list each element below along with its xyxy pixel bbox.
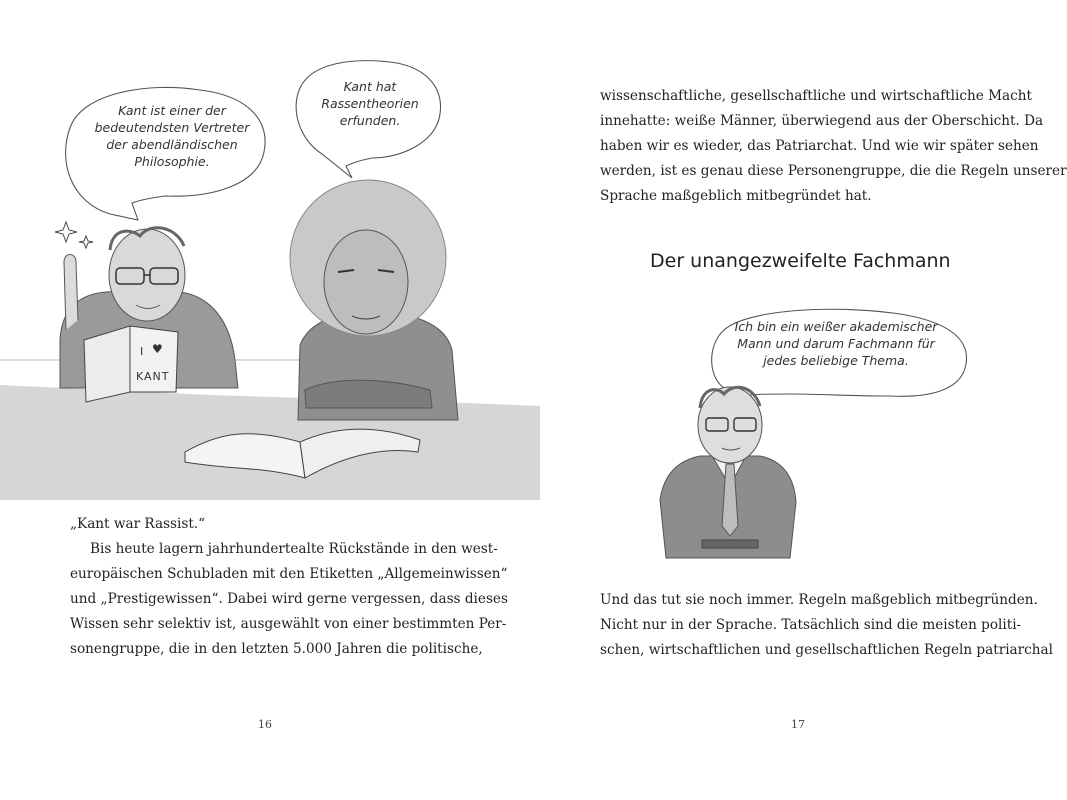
book-cover-letter: I: [140, 345, 144, 358]
text-line: europäischen Schubladen mit den Etiketten „Allgemeinwissen“: [70, 566, 508, 582]
text-line: Bis heute lagern jahrhundertealte Rückstände in den west-: [90, 541, 498, 557]
left-body-text: [70, 512, 508, 662]
sparkle-icon: [55, 222, 93, 248]
section-heading: Der unangezweifelte Fachmann: [650, 250, 951, 272]
right-page: [500, 0, 1067, 800]
text-line: innehatte: weiße Männer, überwiegend aus der Oberschicht. Da: [600, 113, 1044, 129]
right-bottom-text: [600, 588, 1053, 663]
bubble-line: Mann und darum Fachmann für: [737, 336, 935, 351]
page-number: 16: [258, 718, 272, 731]
bubble-line: bedeutendsten Vertreter: [94, 120, 250, 135]
text-line: Nicht nur in der Sprache. Tatsächlich sind die meisten politi-: [600, 617, 1022, 633]
left-page: [0, 0, 508, 800]
bubble-line: Ich bin ein weißer akademischer: [734, 319, 938, 334]
page-number: 17: [791, 718, 805, 731]
text-line: schen, wirtschaftlichen und gesellschaftlichen Regeln patriarchal: [600, 642, 1053, 658]
book-cover-title: KANT: [136, 370, 170, 383]
speech-bubble-left-text: [92, 102, 252, 170]
expert-figure: [660, 387, 796, 558]
text-line: sonengruppe, die in den letzten 5.000 Jahren die politische,: [70, 641, 483, 657]
bubble-line: der abendländischen: [106, 137, 238, 152]
text-line: wissenschaftliche, gesellschaftliche und wirtschaftliche Macht: [600, 88, 1032, 104]
bubble-line: Rassentheorien: [321, 96, 419, 111]
quote-line: „Kant war Rassist.“: [70, 516, 206, 532]
bubble-line: erfunden.: [339, 113, 401, 128]
text-line: haben wir es wieder, das Patriarchat. Und wie wir später sehen: [600, 138, 1039, 154]
heart-icon: ♥: [152, 342, 163, 356]
kant-debate-illustration: [0, 0, 500, 500]
text-line: Und das tut sie noch immer. Regeln maßgeblich mitbegründen.: [600, 592, 1038, 608]
bubble-line: Kant hat: [343, 79, 397, 94]
speech-bubble-right-text: [308, 78, 432, 129]
bubble-line: Philosophie.: [134, 154, 210, 169]
bubble-line: jedes beliebige Thema.: [763, 353, 909, 368]
text-line: und „Prestigewissen“. Dabei wird gerne vergessen, dass dieses: [70, 591, 508, 607]
woman-figure: [290, 180, 458, 420]
text-line: Wissen sehr selektiv ist, ausgewählt von einer bestimmten Per-: [70, 616, 507, 632]
right-top-text: [600, 84, 1067, 209]
text-line: werden, ist es genau diese Personengruppe, die die Regeln unserer: [600, 163, 1067, 179]
text-line: Sprache maßgeblich mitbegründet hat.: [600, 188, 872, 204]
bubble-line: Kant ist einer der: [118, 103, 226, 118]
speech-bubble-expert-text: [726, 318, 946, 369]
